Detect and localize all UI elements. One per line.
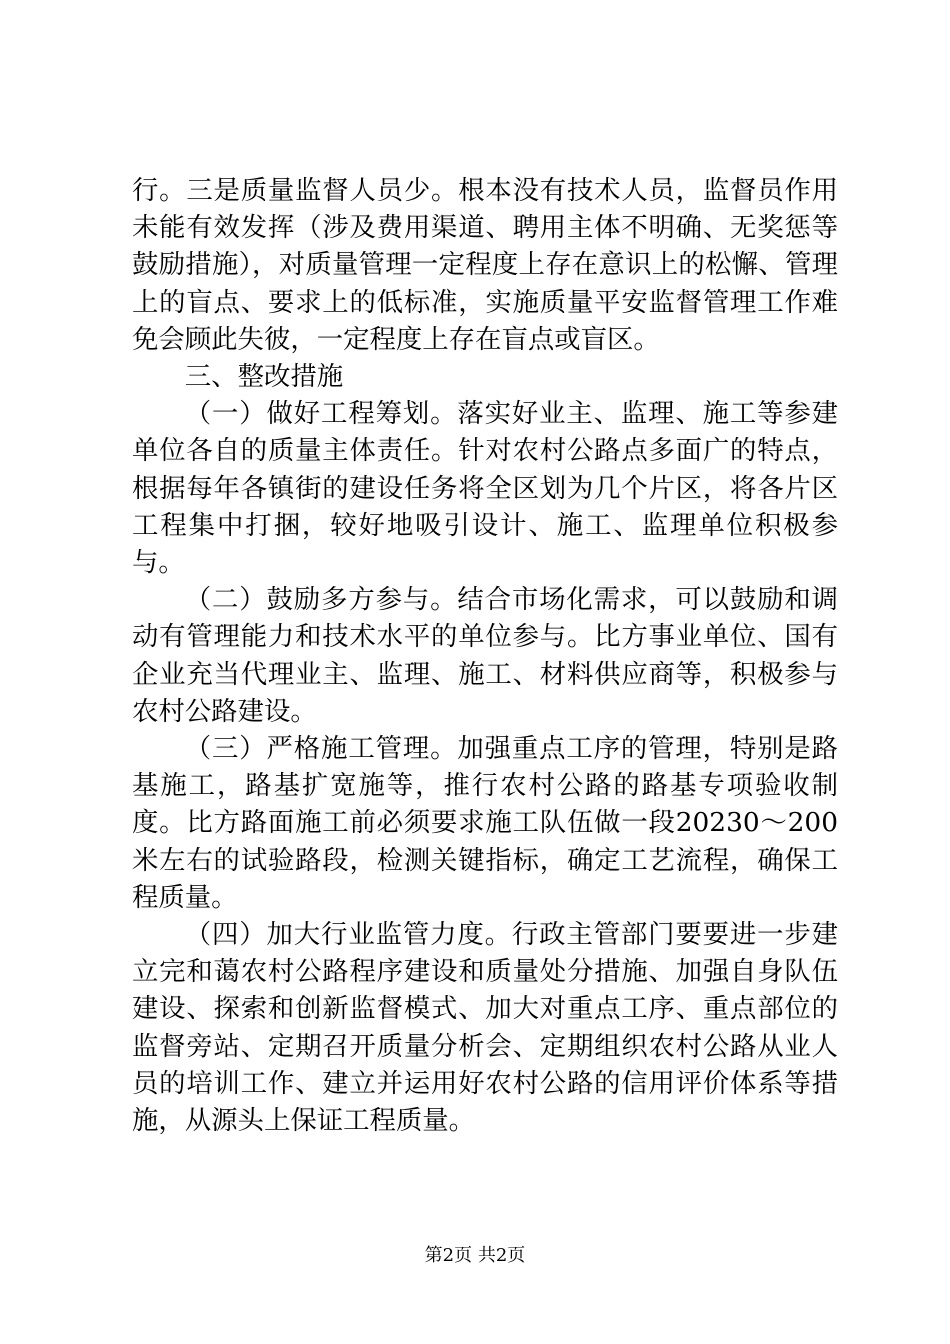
paragraph-measure-2: （二）鼓励多方参与。结合市场化需求，可以鼓励和调动有管理能力和技术水平的单位参与。比方事业单位、国有企业充当代理业主、监理、施工、材料供应商等，积极参与农村公路建设。 <box>132 584 838 727</box>
section-heading-rectification: 三、整改措施 <box>184 361 344 393</box>
page-number-footer: 第2页 共2页 <box>424 1245 526 1266</box>
paragraph-continuation: 行。三是质量监督人员少。根本没有技术人员，监督员作用未能有效发挥（涉及费用渠道、聘用主体不明确、无奖惩等鼓励措施），对质量管理一定程度上存在意识上的松懈、管理上的盲点、要求上的低标准，实施质量平安监督管理工作难免会顾此失彼，一定程度上存在盲点或盲区。 <box>132 175 838 355</box>
paragraph-measure-4: （四）加大行业监管力度。行政主管部门要要进一步建立完和蔼农村公路程序建设和质量处分措施、加强自身队伍建设、探索和创新监督模式、加大对重点工序、重点部位的监督旁站、定期召开质量分析会、定期组织农村公路从业人员的培训工作、建立并运用好农村公路的信用评价体系等措施，从源头上保证工程质量。 <box>132 919 838 1137</box>
paragraph-measure-3: （三）严格施工管理。加强重点工序的管理，特别是路基施工，路基扩宽施等，推行农村公路的路基专项验收制度。比方路面施工前必须要求施工队伍做一段20230～200米左右的试验路段，检测关键指标，确定工艺流程，确保工程质量。 <box>132 733 838 913</box>
paragraph-measure-1: （一）做好工程筹划。落实好业主、监理、施工等参建单位各自的质量主体责任。针对农村公路点多面广的特点，根据每年各镇街的建设任务将全区划为几个片区，将各片区工程集中打捆，较好地吸引设计、施工、监理单位积极参与。 <box>132 398 838 579</box>
document-body <box>132 172 838 1139</box>
